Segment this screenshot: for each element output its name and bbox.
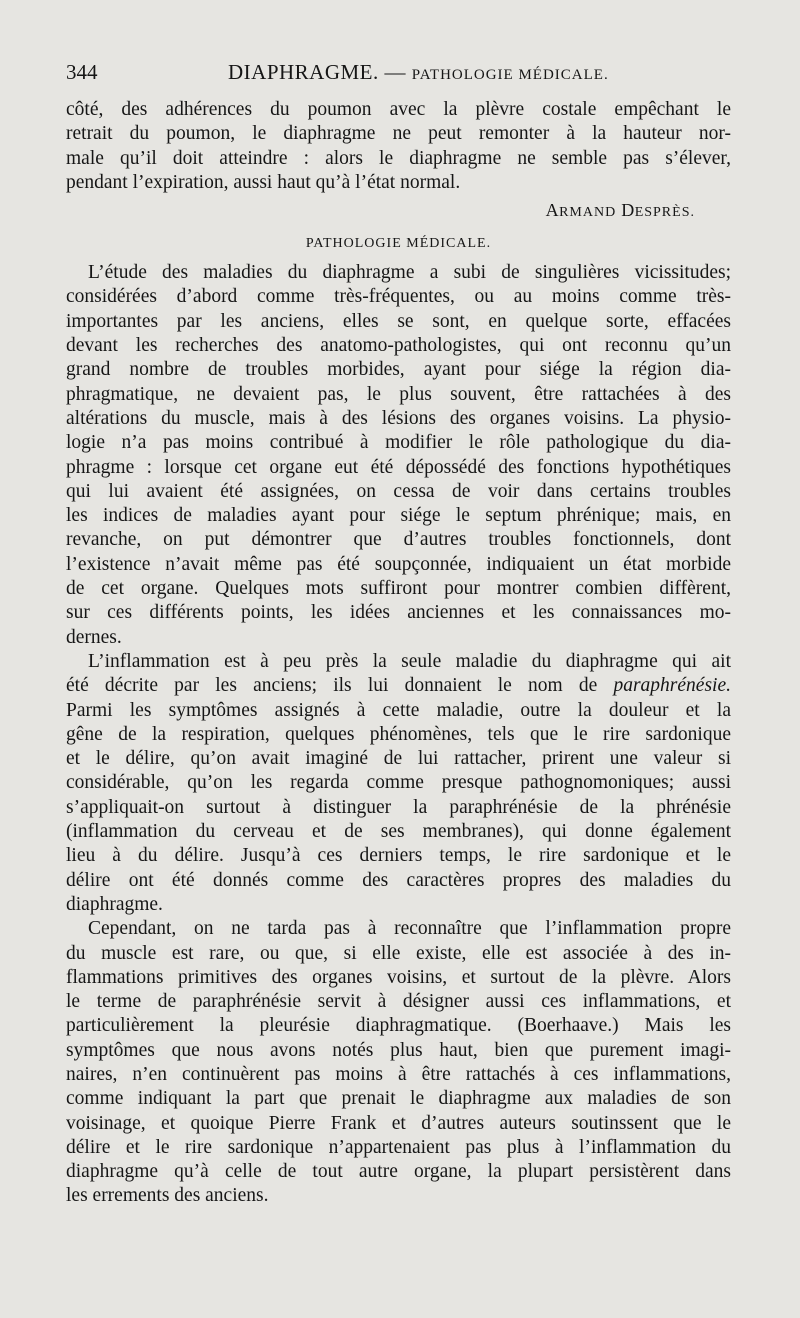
text-line: L’étude des maladies du diaphragme a subi de singulières vicissitudes; xyxy=(88,262,731,284)
text-line: male qu’il doit atteindre : alors le diaphragme ne semble pas s’élever, xyxy=(66,147,731,169)
text-line: côté, des adhérences du poumon avec la plèvre costale empêchant le xyxy=(66,99,731,120)
text-line: lieu à du délire. Jusqu’à ces derniers temps, le rire sardonique et le xyxy=(66,845,731,867)
text-line: et le délire, qu’on avait imaginé de lui rattacher, prirent une valeur si xyxy=(66,748,731,770)
text-line: flammations primitives des organes voisins, et surtout de la plèvre. Alors xyxy=(66,966,731,988)
text-line: voisinage, et quoique Pierre Frank et d’autres auteurs soutinssent que le xyxy=(66,1112,731,1134)
paragraph-2 xyxy=(66,650,731,917)
text-line: altérations du muscle, mais à des lésions des organes voisins. La physio- xyxy=(66,407,731,429)
text-line: considérées d’abord comme très-fréquentes, ou au moins comme très- xyxy=(66,286,731,308)
text-line: du muscle est rare, ou que, si elle existe, elle est associée à des in- xyxy=(66,942,731,964)
paragraph-3 xyxy=(66,917,731,1209)
text-line: délire et le rire sardonique n’appartenaient pas plus à l’inflammation du xyxy=(66,1136,731,1158)
text-line: Cependant, on ne tarda pas à reconnaître que l’inflammation propre xyxy=(88,918,731,940)
text-line: dernes. xyxy=(66,626,122,648)
italic-term: paraphrénésie. xyxy=(613,675,731,697)
text-line: grand nombre de troubles morbides, ayant pour siége la région dia- xyxy=(66,359,731,381)
text-line: été décrite par les anciens; ils lui donnaient le nom de paraphrénésie. xyxy=(66,675,731,697)
running-title-main: DIAPHRAGME. xyxy=(228,60,379,84)
text-line: de cet organe. Quelques mots suffiront pour montrer combien diffèrent, xyxy=(66,578,731,600)
page-header xyxy=(66,60,736,92)
text-line: délire ont été donnés comme des caractères propres des maladies du xyxy=(66,869,731,891)
text-line: le terme de paraphrénésie servit à désigner aussi ces inflammations, et xyxy=(66,991,731,1013)
text-line: diaphragme qu’à celle de tout autre organe, la plupart persistèrent dans xyxy=(66,1161,731,1183)
text-line: revanche, on put démontrer que d’autres troubles fonctionnels, dont xyxy=(66,529,731,551)
intro-paragraph xyxy=(66,98,731,195)
text-line: qui lui avaient été assignées, on cessa de voir dans certains troubles xyxy=(66,480,731,502)
text-line: particulièrement la pleurésie diaphragmatique. (Boerhaave.) Mais les xyxy=(66,1015,731,1037)
text-line: devant les recherches des anatomo-pathologistes, qui ont reconnu qu’un xyxy=(66,335,731,357)
text-line: sur ces différents points, les idées anciennes et les connaissances mo- xyxy=(66,602,731,624)
text-line: symptômes que nous avons notés plus haut, bien que purement imagi- xyxy=(66,1039,731,1061)
text-line: gêne de la respiration, quelques phénomènes, tels que le rire sardonique xyxy=(66,723,731,745)
text-line: L’inflammation est à peu près la seule maladie du diaphragme qui ait xyxy=(88,650,731,672)
author-signature: ARMAND DESPRÈS. xyxy=(545,200,695,221)
text-line: les errements des anciens. xyxy=(66,1185,269,1207)
paragraph-1 xyxy=(66,261,731,650)
text-line: les indices de maladies ayant pour siége le septum phrénique; mais, en xyxy=(66,505,731,527)
page-number: 344 xyxy=(66,60,98,84)
running-title-section: PATHOLOGIE MÉDICALE. xyxy=(411,67,609,83)
text-line: naires, n’en continuèrent pas moins à être rattachés à ces inflammations, xyxy=(66,1063,731,1085)
running-title-dash: — xyxy=(384,60,407,84)
section-title: PATHOLOGIE MÉDICALE. xyxy=(305,236,492,252)
page-body xyxy=(66,98,731,1209)
text-line: retrait du poumon, le diaphragme ne peut remonter à la hauteur nor- xyxy=(66,123,731,145)
text-line: phragme : lorsque cet organe eut été dépossédé des fonctions hypothétiques xyxy=(66,456,731,478)
text-line: Parmi les symptômes assignés à cette maladie, outre la douleur et la xyxy=(66,699,731,721)
text-line: considérable, qu’on les regarda comme presque pathognomoniques; aussi xyxy=(66,772,731,794)
text-line: logie n’a pas moins contribué à modifier le rôle pathologique du dia- xyxy=(66,432,731,454)
text-line: pendant l’expiration, aussi haut qu’à l’état normal. xyxy=(66,171,461,193)
text-line: diaphragme. xyxy=(66,893,163,915)
text-line: (inflammation du cerveau et de ses membranes), qui donne également xyxy=(66,821,731,843)
text-line: importantes par les anciens, elles se sont, en quelque sorte, effacées xyxy=(66,310,731,332)
running-title xyxy=(228,60,609,85)
text-line: comme indiquant la part que prenait le diaphragme aux maladies de son xyxy=(66,1088,731,1110)
text-line: s’appliquait-on surtout à distinguer la paraphrénésie de la phrénésie xyxy=(66,796,731,818)
text-line: phragmatique, ne devaient pas, le plus souvent, être rattachées à des xyxy=(66,383,731,405)
text-line: l’existence n’avait même pas été soupçonnée, indiquaient un état morbide xyxy=(66,553,731,575)
